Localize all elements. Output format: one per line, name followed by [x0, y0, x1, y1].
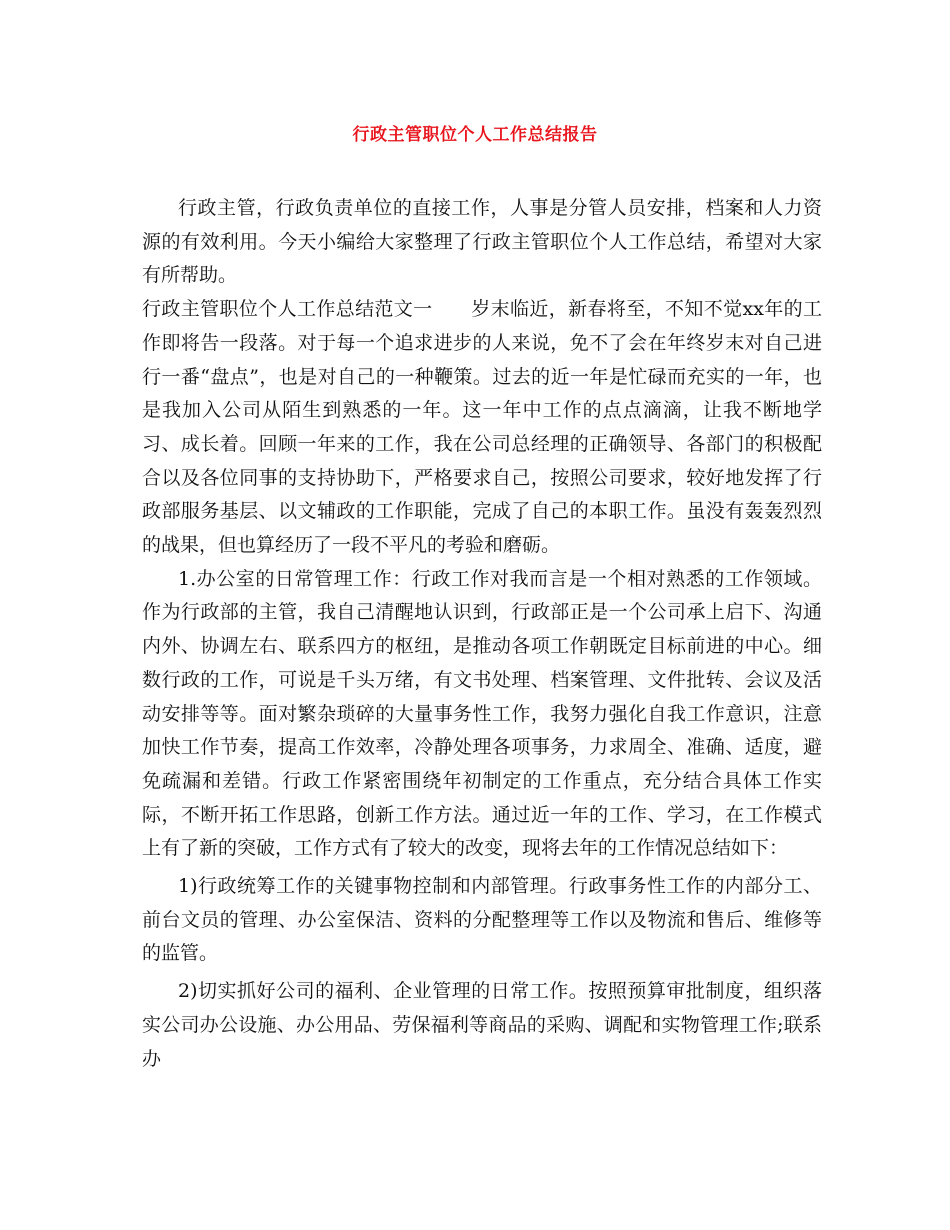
intro-paragraph: 行政主管，行政负责单位的直接工作，人事是分管人员安排，档案和人力资源的有效利用。今天小编给大家整理了行政主管职位个人工作总结，希望对大家有所帮助。 [142, 197, 822, 287]
sample-one-paragraph: 行政主管职位个人工作总结范文一 岁末临近，新春将至，不知不觉xx年的工作即将告一段落。对于每一个追求进步的人来说，免不了会在年终岁末对自己进行一番“盘点”，也是对自己的一种鞭策。过去的近一年是忙碌而充实的一年，也是我加入公司从陌生到熟悉的一年。这一年中工作的点点滴滴，让我不断地学习、成长着。回顾一年来的工作，我在公司总经理的正确领导、各部门的积极配合以及各位同事的支持协助下，严格要求自己，按照公司要求，较好地发挥了行政部服务基层、以文辅政的工作职能，完成了自己的本职工作。虽没有轰轰烈烈的战果，但也算经历了一段不平凡的考验和磨砺。 [142, 298, 822, 557]
item-one-paragraph: 1)行政统筹工作的关键事物控制和内部管理。行政事务性工作的内部分工、前台文员的管理、办公室保洁、资料的分配整理等工作以及物流和售后、维修等的监管。 [142, 875, 822, 965]
document-body [142, 192, 822, 1076]
office-management-paragraph: 1.办公室的日常管理工作：行政工作对我而言是一个相对熟悉的工作领域。作为行政部的主管，我自己清醒地认识到，行政部正是一个公司承上启下、沟通内外、协调左右、联系四方的枢纽，是推动各项工作朝既定目标前进的中心。细数行政的工作，可说是千头万绪，有文书处理、档案管理、文件批转、会议及活动安排等等。面对繁杂琐碎的大量事务性工作，我努力强化自我工作意识，注意加快工作节奏，提高工作效率，冷静处理各项事务，力求周全、准确、适度，避免疏漏和差错。行政工作紧密围绕年初制定的工作重点，充分结合具体工作实际，不断开拓工作思路，创新工作方法。通过近一年的工作、学习，在工作模式上有了新的突破，工作方式有了较大的改变，现将去年的工作情况总结如下： [142, 567, 822, 860]
document-title: 行政主管职位个人工作总结报告 [352, 125, 598, 145]
item-two-paragraph: 2)切实抓好公司的福利、企业管理的日常工作。按照预算审批制度，组织落实公司办公设施、办公用品、劳保福利等商品的采购、调配和实物管理工作;联系办 [142, 980, 822, 1070]
